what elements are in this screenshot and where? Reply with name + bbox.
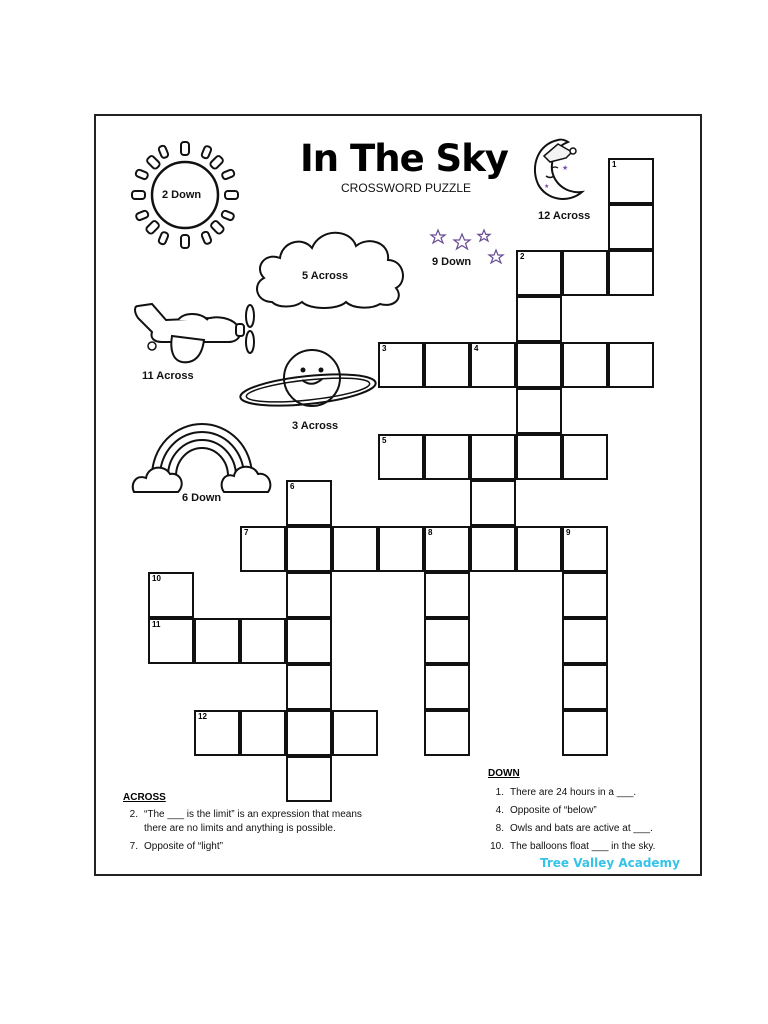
clue-number: 3 — [382, 344, 387, 353]
clue-number: 4 — [474, 344, 479, 353]
saturn-planet-icon — [236, 346, 376, 416]
crossword-cell[interactable] — [424, 664, 470, 710]
crossword-cell[interactable] — [470, 526, 516, 572]
crossword-cell[interactable] — [424, 710, 470, 756]
crossword-cell[interactable] — [286, 664, 332, 710]
crossword-cell[interactable] — [562, 526, 608, 572]
crossword-cell[interactable] — [562, 664, 608, 710]
crossword-cell[interactable] — [424, 342, 470, 388]
crossword-cell[interactable] — [562, 250, 608, 296]
crossword-cell[interactable] — [516, 250, 562, 296]
clue-text: there are no limits and anything is possible. — [144, 823, 336, 834]
svg-text:★: ★ — [544, 183, 550, 190]
clue-number-label: 4. — [495, 805, 504, 816]
clue-text: Opposite of “below” — [510, 805, 597, 816]
crossword-cell[interactable] — [194, 710, 240, 756]
crossword-cell[interactable] — [516, 434, 562, 480]
brand-logo-text: Tree Valley Academy — [540, 856, 680, 870]
crossword-cell[interactable] — [516, 342, 562, 388]
clue-number-label: 10. — [490, 841, 504, 852]
crossword-cell[interactable] — [194, 618, 240, 664]
svg-text:★: ★ — [562, 164, 569, 172]
crescent-moon-icon — [528, 136, 588, 204]
crossword-cell[interactable] — [378, 342, 424, 388]
clue-number: 6 — [290, 482, 295, 491]
cloud-label: 5 Across — [302, 270, 349, 282]
clue-number-label: 7. — [129, 841, 138, 852]
down-heading: DOWN — [488, 768, 520, 779]
clue-text: Owls and bats are active at ___. — [510, 823, 653, 834]
crossword-cell[interactable] — [608, 342, 654, 388]
crossword-cell[interactable] — [378, 434, 424, 480]
crossword-cell[interactable] — [562, 618, 608, 664]
crossword-cell[interactable] — [286, 480, 332, 526]
moon-label: 12 Across — [538, 210, 591, 222]
crossword-cell[interactable] — [424, 618, 470, 664]
sun-label: 2 Down — [162, 189, 202, 201]
rainbow-label: 6 Down — [182, 492, 222, 504]
crossword-cell[interactable] — [562, 572, 608, 618]
crossword-cell[interactable] — [148, 572, 194, 618]
crossword-cell[interactable] — [516, 526, 562, 572]
airplane-label: 11 Across — [142, 370, 194, 382]
clue-text: “The ___ is the limit” is an expression that means — [144, 809, 362, 820]
clue-number: 10 — [152, 574, 161, 583]
across-heading: ACROSS — [123, 792, 166, 803]
crossword-cell[interactable] — [240, 710, 286, 756]
page-subtitle: CROSSWORD PUZZLE — [341, 181, 472, 195]
clue-number-label: 1. — [495, 787, 504, 798]
crossword-cell[interactable] — [608, 204, 654, 250]
crossword-cell[interactable] — [286, 572, 332, 618]
clue-number: 8 — [428, 528, 433, 537]
clue-number: 1 — [612, 160, 617, 169]
clue-text: Opposite of “light” — [144, 841, 223, 852]
crossword-cell[interactable] — [608, 250, 654, 296]
crossword-cell[interactable] — [286, 526, 332, 572]
crossword-cell[interactable] — [424, 572, 470, 618]
crossword-cell[interactable] — [286, 756, 332, 802]
crossword-cell[interactable] — [286, 618, 332, 664]
crossword-cell[interactable] — [332, 710, 378, 756]
crossword-cell[interactable] — [470, 342, 516, 388]
crossword-cell[interactable] — [562, 710, 608, 756]
crossword-cell[interactable] — [148, 618, 194, 664]
clue-number: 11 — [152, 620, 161, 629]
crossword-cell[interactable] — [424, 526, 470, 572]
crossword-cell[interactable] — [470, 434, 516, 480]
rainbow-icon — [130, 408, 274, 496]
clue-text: The balloons float ___ in the sky. — [510, 841, 656, 852]
crossword-cell[interactable] — [240, 618, 286, 664]
crossword-cell[interactable] — [608, 158, 654, 204]
crossword-cell[interactable] — [562, 434, 608, 480]
clue-number: 7 — [244, 528, 249, 537]
crossword-cell[interactable] — [470, 480, 516, 526]
clue-number: 5 — [382, 436, 387, 445]
planet-label: 3 Across — [292, 420, 339, 432]
crossword-cell[interactable] — [424, 434, 470, 480]
clue-text: There are 24 hours in a ___. — [510, 787, 637, 798]
clue-number: 9 — [566, 528, 571, 537]
crossword-cell[interactable] — [562, 342, 608, 388]
crossword-cell[interactable] — [240, 526, 286, 572]
clue-number: 2 — [520, 252, 525, 261]
page-title: In The Sky — [300, 137, 508, 180]
clue-number-label: 8. — [495, 823, 504, 834]
crossword-cell[interactable] — [378, 526, 424, 572]
crossword-cell[interactable] — [516, 388, 562, 434]
crossword-cell[interactable] — [286, 710, 332, 756]
stars-label: 9 Down — [432, 256, 472, 268]
crossword-cell[interactable] — [516, 296, 562, 342]
cloud-icon — [250, 222, 408, 310]
clue-number: 12 — [198, 712, 207, 721]
crossword-cell[interactable] — [332, 526, 378, 572]
clue-number-label: 2. — [129, 809, 138, 820]
